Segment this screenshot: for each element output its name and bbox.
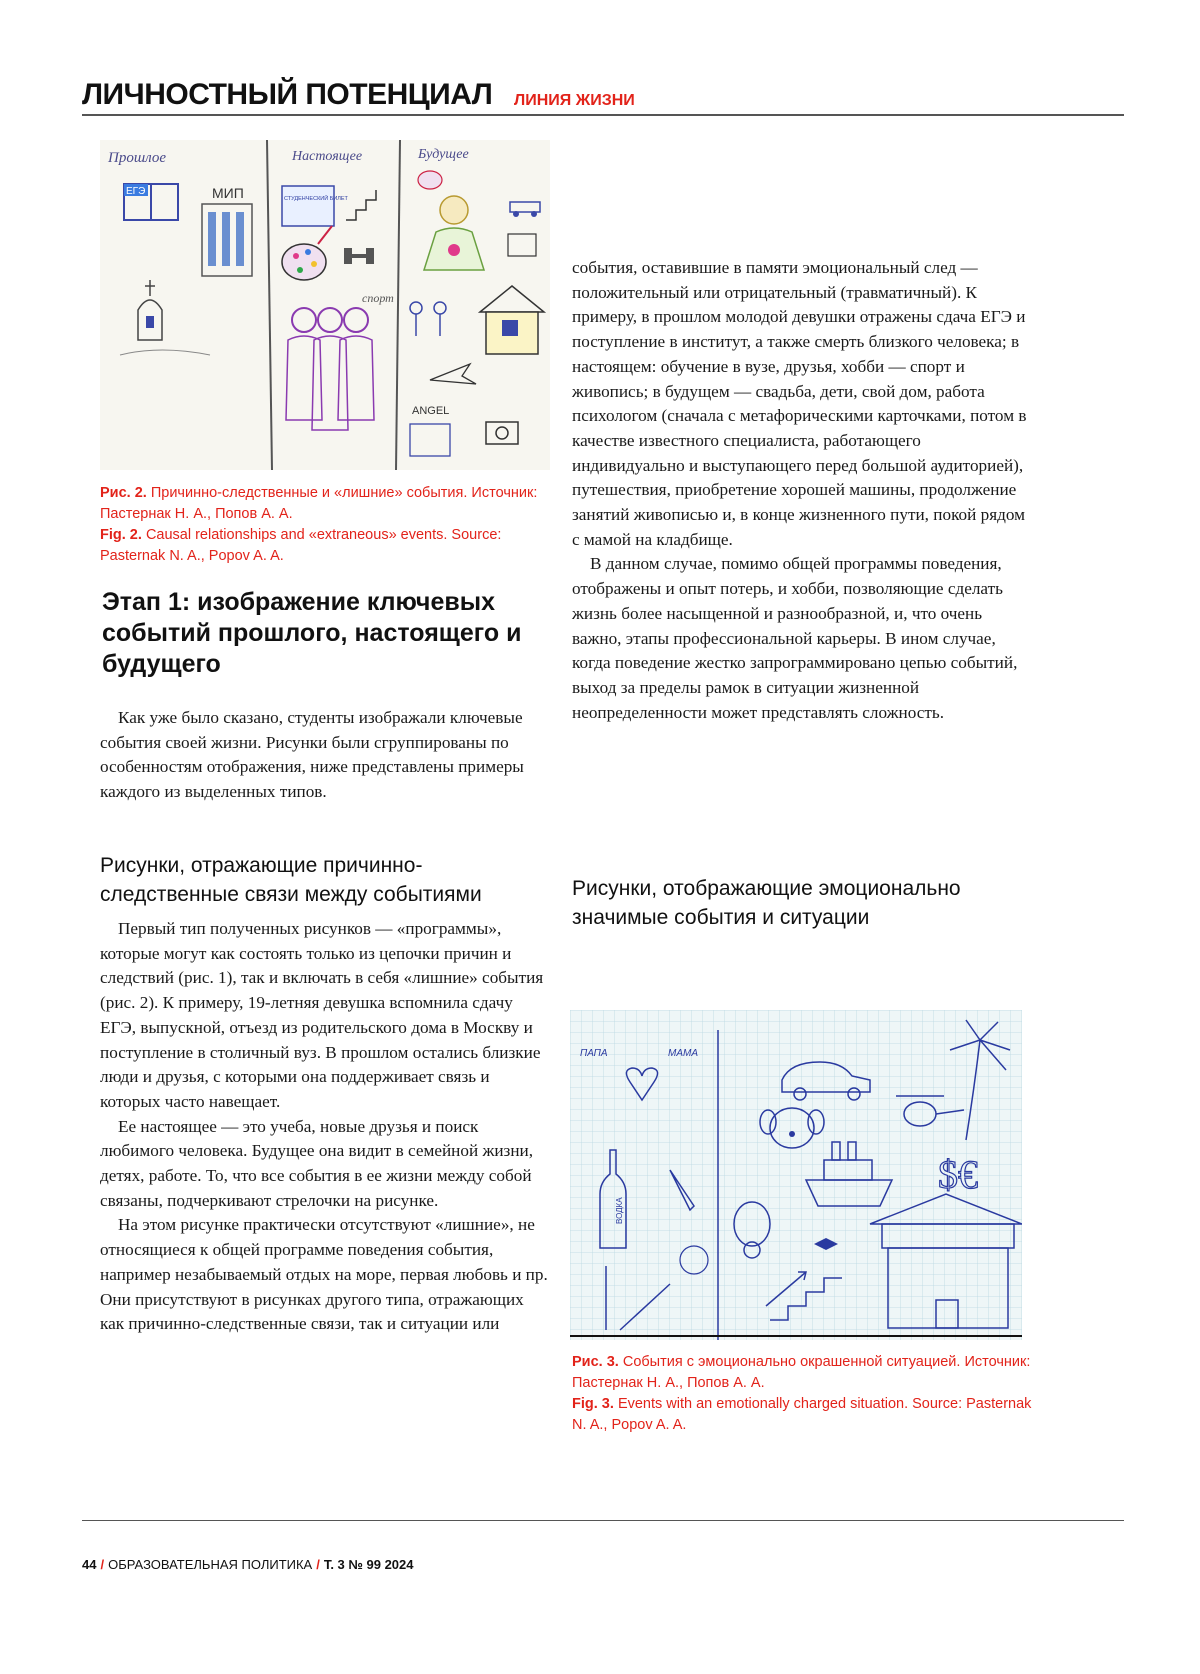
intro-paragraph: Как уже было сказано, студенты изображали ключевые события своей жизни. Рисунки были сгруппированы по особенностям отображения, ниже представлены примеры каждого из выделенных типов. bbox=[100, 706, 552, 805]
header-rule bbox=[82, 114, 1124, 116]
figure-2-caption-ru-label: Рис. 2. bbox=[100, 485, 147, 501]
left-paragraph-2: Ее настоящее — это учеба, новые друзья и поиск любимого человека. Будущее она видит в семейной жизни, детях, работе. То, что все события в ее жизни между собой связаны, подчеркивают стрелочки на рисунке. bbox=[100, 1115, 552, 1214]
label-ege: ЕГЭ bbox=[126, 186, 145, 197]
figure-2-caption bbox=[100, 483, 550, 567]
left-intro bbox=[100, 706, 552, 805]
figure-3-caption-en: Events with an emotionally charged situation. Source: Pasternak N. A., Popov A. A. bbox=[572, 1396, 1031, 1433]
right-body bbox=[572, 256, 1032, 725]
label-ticket: СТУДЕНЧЕСКИЙ БИЛЕТ bbox=[284, 194, 349, 202]
label-angel: ANGEL bbox=[412, 405, 449, 417]
journal-issue: Т. 3 № 99 2024 bbox=[324, 1557, 414, 1572]
left-body bbox=[100, 917, 552, 1337]
figure-3-image bbox=[570, 1010, 1022, 1340]
palette-future-icon bbox=[418, 171, 442, 189]
figure-2-caption-ru: Причинно-следственные и «лишние» события. Источник: Пастернак Н. А., Попов А. А. bbox=[100, 485, 537, 522]
label-papa: ПАПА bbox=[580, 1048, 608, 1059]
label-bottle: ВОДКА bbox=[615, 1197, 624, 1224]
currency-icon: $€ bbox=[938, 1152, 978, 1197]
section-heading: Этап 1: изображение ключевых событий прошлого, настоящего и будущего bbox=[102, 587, 532, 680]
footer-rule bbox=[82, 1520, 1124, 1521]
left-paragraph-3: На этом рисунке практически отсутствуют «лишние», не относящиеся к общей программе поведения события, например незабываемый отдых на море, первая любовь и пр. Они присутствуют в рисунках другого типа, отражающих как причинно-следственные связи, так и ситуации или bbox=[100, 1213, 552, 1337]
label-mip: МИП bbox=[212, 185, 244, 201]
page-number: 44 bbox=[82, 1557, 96, 1572]
label-future: Будущее bbox=[417, 147, 469, 162]
subsection-heading-emotional: Рисунки, отображающие эмоционально значимые события и ситуации bbox=[572, 874, 1012, 932]
figure-3-drawing bbox=[570, 1010, 1022, 1340]
journal-name: ОБРАЗОВАТЕЛЬНАЯ ПОЛИТИКА bbox=[108, 1557, 312, 1572]
figure-2-caption-en: Causal relationships and «extraneous» events. Source: Pasternak N. A., Popov A. A. bbox=[100, 527, 501, 564]
figure-2-drawing bbox=[100, 140, 550, 470]
footer: 44 / ОБРАЗОВАТЕЛЬНАЯ ПОЛИТИКА / Т. 3 № 99 2024 bbox=[82, 1557, 414, 1572]
figure-2-caption-en-label: Fig. 2. bbox=[100, 527, 142, 543]
label-present: Настоящее bbox=[291, 149, 362, 164]
label-past: Прошлое bbox=[107, 150, 166, 166]
figure-3-caption-ru-label: Рис. 3. bbox=[572, 1354, 619, 1370]
label-mama: МАМА bbox=[668, 1048, 698, 1059]
left-paragraph-1: Первый тип полученных рисунков — «программы», которые могут как состоять только из цепочки причин и следствий (рис. 1), так и включать в себя «лишние» события (рис. 2). К примеру, 19-летняя девушка вспомнила сдачу ЕГЭ, выпускной, отъезд из родительского дома в Москву и поступление в столичный вуз. В прошлом остались близкие люди и друзья, с которыми она поддерживает связь и которых часто навещает. bbox=[100, 917, 552, 1115]
figure-3-caption-ru: События с эмоционально окрашенной ситуацией. Источник: Пастернак Н. А., Попов А. А. bbox=[572, 1354, 1030, 1391]
right-paragraph-1: события, оставившие в памяти эмоциональный след — положительный или отрицательный (травматичный). К примеру, в прошлом молодой девушки отражены сдача ЕГЭ и поступление в институт, а также смерть близкого человека; в настоящем: обучение в вузе, друзья, хобби — спорт и живопись; в будущем — свадьба, дети, свой дом, работа психологом (сначала с метафорическими карточками, потом в качестве известного специалиста, работающего индивидуально и выступающего перед большой аудиторией), путешествия, приобретение хорошей машины, продолжение занятий живописью и, в конце жизненного пути, покой рядом с мамой на кладбище. bbox=[572, 256, 1032, 552]
running-header-title: ЛИЧНОСТНЫЙ ПОТЕНЦИАЛ bbox=[82, 78, 492, 112]
subsection-heading-causal: Рисунки, отражающие причинно-следственные связи между событиями bbox=[100, 851, 530, 909]
figure-3-caption-en-label: Fig. 3. bbox=[572, 1396, 614, 1412]
figure-3-caption bbox=[572, 1352, 1032, 1436]
right-paragraph-2: В данном случае, помимо общей программы поведения, отображены и опыт потерь, и хобби, позволяющие сделать жизнь более насыщенной и разнообразной, и, что очень важно, этапы профессиональной карьеры. В ином случае, когда поведение жестко запрограммировано цепью событий, выход за пределы рамок в ситуации жизненной неопределенности может представлять сложность. bbox=[572, 552, 1032, 725]
figure-2-image bbox=[100, 140, 550, 470]
label-sport: спорт bbox=[362, 291, 394, 305]
running-header-section: ЛИНИЯ ЖИЗНИ bbox=[514, 92, 635, 110]
